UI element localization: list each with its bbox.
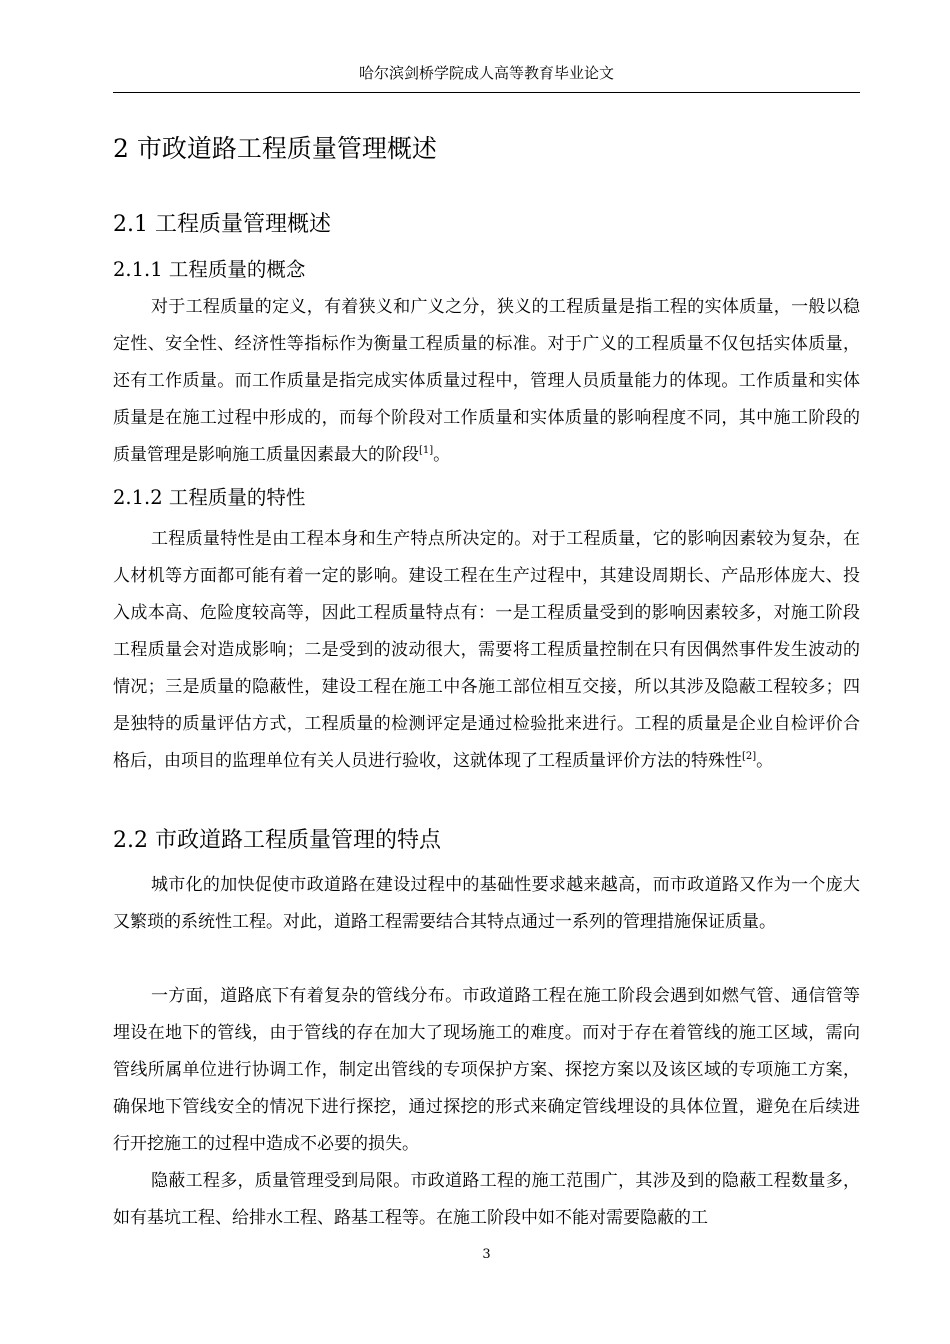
section-2-2-title: 2.2 市政道路工程质量管理的特点	[113, 828, 441, 853]
running-header: 哈尔滨剑桥学院成人高等教育毕业论文	[358, 64, 614, 82]
paragraph-text: 对于工程质量的定义，有着狭义和广义之分，狭义的工程质量是指工程的实体质量，一般以稳定性、安全性、经济性等指标作为衡量工程质量的标准。对于广义的工程质量不仅包括实体质量，还有工作质量。而工作质量是指完成实体质量过程中，管理人员质量能力的体现。工作质量和实体质量是在施工过程中形成的，而每个阶段对工作质量和实体质量的影响程度不同，其中施工阶段的质量管理是影响施工质量因素最大的阶段	[113, 297, 860, 465]
chapter-title: 2 市政道路工程质量管理概述	[113, 134, 437, 163]
paragraph-2-1-2	[113, 521, 860, 780]
citation-ref: [2]	[742, 751, 757, 762]
paragraph-2-2-2: 一方面，道路底下有着复杂的管线分布。市政道路工程在施工阶段会遇到如燃气管、通信管等埋设在地下的管线，由于管线的存在加大了现场施工的难度。而对于存在着管线的施工区域，需向管线所属单位进行协调工作，制定出管线的专项保护方案、探挖方案以及该区域的专项施工方案，确保地下管线安全的情况下进行探挖，通过探挖的形式来确定管线埋设的具体位置，避免在后续进行开挖施工的过程中造成不必要的损失。	[113, 986, 860, 1154]
header-rule	[113, 92, 860, 93]
section-2-1-1-title: 2.1.1 工程质量的概念	[113, 258, 306, 281]
section-2-1-2-title: 2.1.2 工程质量的特性	[113, 486, 306, 509]
paragraph-2-2-3: 隐蔽工程多，质量管理受到局限。市政道路工程的施工范围广，其涉及到的隐蔽工程数量多，如有基坑工程、给排水工程、路基工程等。在施工阶段中如不能对需要隐蔽的工	[113, 1171, 860, 1228]
section-2-1-title: 2.1 工程质量管理概述	[113, 212, 331, 237]
page-number: 3	[482, 1247, 491, 1262]
paragraph-2-2-1: 城市化的加快促使市政道路在建设过程中的基础性要求越来越高，而市政道路又作为一个庞大又繁琐的系统性工程。对此，道路工程需要结合其特点通过一系列的管理措施保证质量。	[113, 875, 860, 932]
paragraph-end: 。	[756, 751, 774, 771]
citation-ref: [1]	[419, 445, 434, 456]
paragraph-2-1-1	[113, 289, 860, 474]
paragraph-text: 工程质量特性是由工程本身和生产特点所决定的。对于工程质量，它的影响因素较为复杂，在人材机等方面都可能有着一定的影响。建设工程在生产过程中，其建设周期长、产品形体庞大、投入成本高、危险度较高等，因此工程质量特点有：一是工程质量受到的影响因素较多，对施工阶段工程质量会对造成影响；二是受到的波动很大，需要将工程质量控制在只有因偶然事件发生波动的情况；三是质量的隐蔽性，建设工程在施工中各施工部位相互交接，所以其涉及隐蔽工程较多；四是独特的质量评估方式，工程质量的检测评定是通过检验批来进行。工程的质量是企业自检评价合格后，由项目的监理单位有关人员进行验收，这就体现了工程质量评价方法的特殊性	[113, 529, 860, 771]
paragraph-end: 。	[433, 445, 451, 465]
